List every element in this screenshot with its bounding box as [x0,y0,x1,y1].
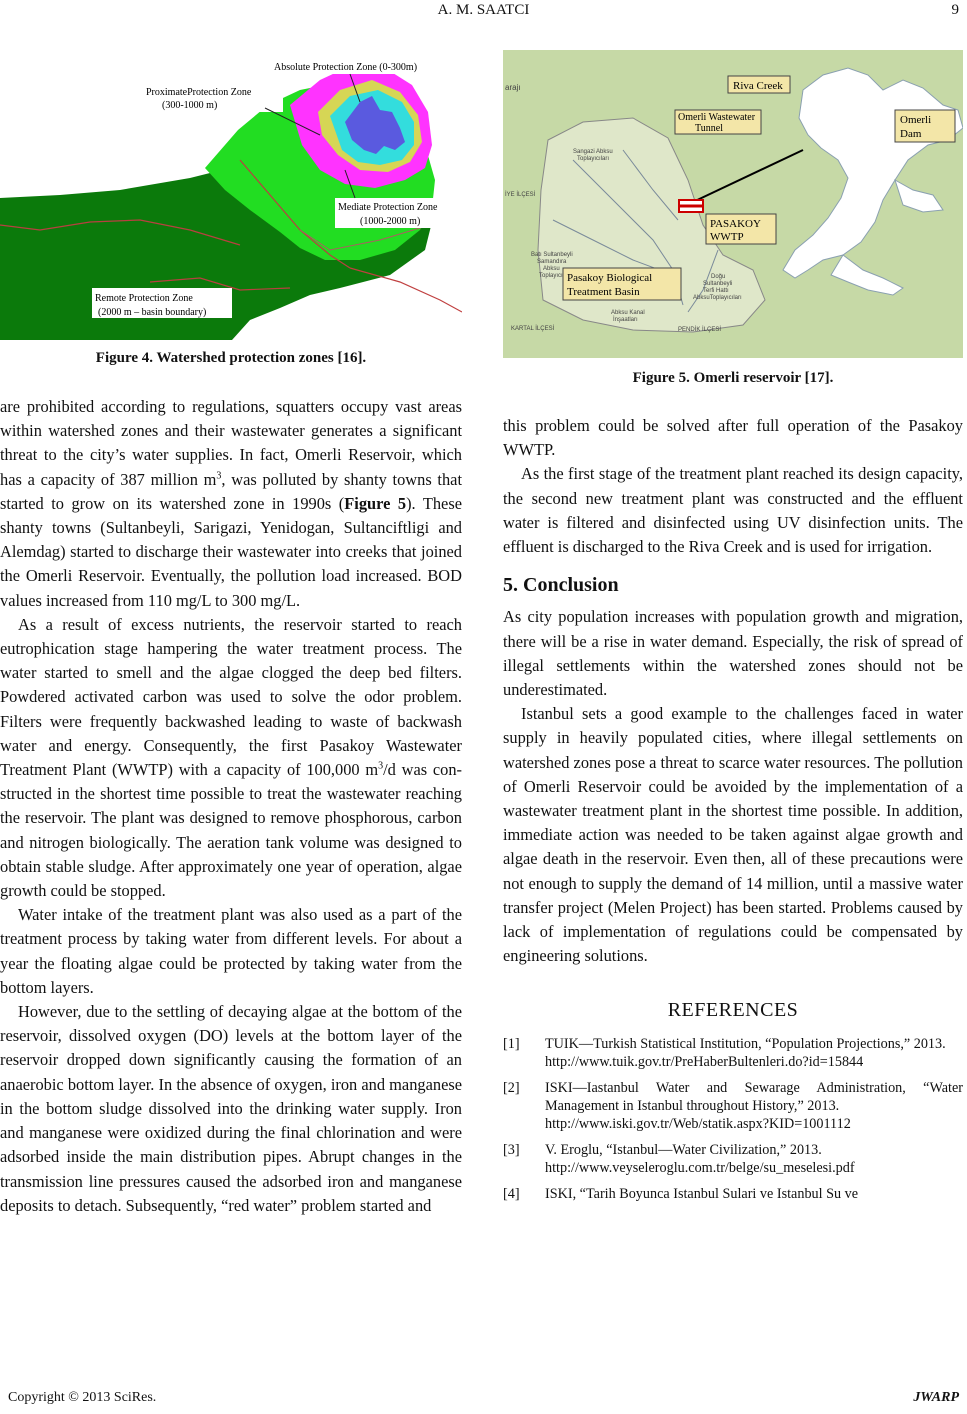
figure-4-caption: Figure 4. Watershed protection zones [16]. [95,350,367,366]
label-remote-zone: Remote Protection Zone [95,293,193,304]
reference-url[interactable]: http://www.tuik.gov.tr/PreHaberBultenleri.do?id=15844 [545,1053,864,1070]
reference-list [503,1035,963,1203]
label-proximate-zone: ProximateProtection Zone [146,87,252,98]
label-bati-1: Batı Sultanbeyli [531,252,573,258]
paragraph: Water intake of the treatment plant was also used as a part of the treatment process by taking water from different levels. For about a year the floating algae could be protected by taking water from the bottom layers. [0,905,462,997]
label-dogu-2: Sultanbeyli [703,281,733,287]
label-tunnel-1: Omerli Wastewater [678,112,756,123]
paragraph: are prohibited according to regulations, squatters occupy vast areas within watershed zones and their wastewater generates a significant threat to the city’s water supplies. In fact, Omerli Reservoir, which has a capacity of 387 million $m^3$, was polluted by shanty towns that started to grow on its watershed zone in 1990s (Figure 5). These shanty towns (Sultanbeyli, Sarigazi, Yenidogan, Sultanciftligi and Alemdag) started to discharge their wastewater into creeks that joined the Omerli Reservoir. Eventually, the pollution load increased. BOD values increased from 110 mg/L to 300 mg/L. [0,397,462,610]
label-remote-range: (2000 m – basin boundary) [98,307,207,318]
right-column [503,414,963,1211]
omerli-reservoir-map [503,50,963,358]
label-pendik: PENDİK İLÇESİ [678,327,722,333]
label-pasakoy-wwtp-2: WWTP [710,231,744,243]
label-kartal: KARTAL İLÇESİ [511,326,555,332]
label-side-district: İYE İLÇESİ [505,192,536,198]
figure-4-map [0,50,462,340]
label-basin-2: Treatment Basin [567,286,640,298]
label-mediate-zone: Mediate Protection Zone [338,202,438,213]
label-kanal-2: İnşaatları [613,317,638,323]
reference-url[interactable]: http://www.veyseleroglu.com.tr/belge/su_meselesi.pdf [545,1159,855,1176]
reference-item: [2] ISKI—Iastanbul Water and Sewarage Administration, “Water Management in Istanbul throughout History,” 2013. http://www.iski.gov.tr/Web/statik.aspx?KID=1001112 [503,1079,963,1132]
label-dogu-4: AbksuToplayıcıları [693,295,742,301]
paragraph: As city population increases with population growth and migration, there will be a rise in water demand. Especially, the risk of spread of illegal settlements within the watershed zones should not be underestimated. [503,607,963,700]
running-head-author: A. M. SAATCI [437,2,530,18]
journal-name: JWARP [913,1390,959,1405]
label-omerli-dam-1: Omerli [900,114,932,126]
section-heading: 5. Conclusion [503,574,619,597]
label-dogu-1: Doğu [711,274,726,280]
label-bati-4: Toplayıcı [539,273,563,279]
watershed-zones-map [0,50,462,340]
reference-item: [1] TUIK—Turkish Statistical Institution, “Population Projections,” 2013. http://www.tuik.gov.tr/PreHaberBultenleri.do?id=15844 [503,1035,963,1071]
label-basin-1: Pasakoy Biological [567,272,653,284]
label-omerli-dam-2: Dam [900,128,922,140]
page-number: 9 [951,2,959,18]
label-dogu-3: Terfi Hattı [703,288,729,294]
copyright: Copyright © 2013 SciRes. [8,1390,157,1405]
paragraph: Istanbul sets a good example to the challenges faced in water supply in heavily populated cities, where illegal settlements on watershed zones pose a threat to scarce water resources. The pollution of Omerli Reservoir could be avoided by the implementation of a wastewater treatment plant in the shortest time possible. In addition, immediate action was needed to be taken against algae growth and algae death in the reservoir. Even then, all of these precautions were not enough to supply the demand of 14 million, until a massive water transfer project (Melen Project) has been started. Problems caused by lack of implementation of regulations could be compensated by engineering solutions. [503,704,963,966]
label-mediate-range: (1000-2000 m) [360,216,421,227]
figure-5-map [503,50,963,358]
label-proximate-range: (300-1000 m) [162,100,218,111]
paragraph: As a result of excess nutrients, the reservoir started to reach eutrophication stage hampering the water treatment process. The water started to smell and the algae clogged the deep bed filters. Powdered activated carbon was used to solve the odor problem. Filters were frequently backwashed leading to waste of backwash water and energy. Consequently, the first Pasakoy Wastewater Treatment Plant (WWTP) with a capacity of 100,000 $m^3/d$ was constructed in the shortest time possible to treat the wastewater reaching the reservoir. The plant was designed to remove phosphorous, carbon and nitrogen biologically. The aeration tank volume was designed to obtain stable sludge. After approximately one year of operation, algae growth could be stopped. [0,614,462,901]
paragraph: As the first stage of the treatment plant reached its design capacity, the second new treatment plant was constructed and the effluent water is filtered and disinfected using UV disinfection units. The effluent is discharged to the Riva Creek and is used for irrigation. [503,464,963,557]
label-bati-3: Abksu [543,266,560,272]
paragraph: However, due to the settling of decaying algae at the bottom of the reservoir, dissolved oxygen (DO) levels at the bottom layer of the reservoir dropped down significantly causing the formation of an anaerobic bottom layer. In the absence of oxygen, iron and manganese in the bottom sludge dissolved into the drinking water supply. Iron and manganese were oxidized during the final chlorination and were adsorbed inside the main distribution pipes. Abrupt changes in the transmission line pressures caused the adsorbed iron and manganese deposits to detach. Subsequently, “red water” problem started and [0,1002,462,1215]
reference-item: [4] ISKI, “Tarih Boyunca Istanbul Sulari ve Istanbul Su ve [503,1185,859,1202]
reference-url[interactable]: http://www.iski.gov.tr/Web/statik.aspx?KID=1001112 [545,1115,851,1132]
label-riva-creek: Riva Creek [733,80,783,92]
references-heading: REFERENCES [667,999,799,1022]
label-bati-2: Samandıra [537,259,567,265]
figure-5-caption: Figure 5. Omerli reservoir [17]. [632,370,834,386]
paragraph: this problem could be solved after full operation of the Pasakoy WWTP. [503,416,963,460]
label-tunnel-2: Tunnel [695,123,723,134]
reference-item: [3] V. Eroglu, “Istanbul—Water Civilization,” 2013. http://www.veyseleroglu.com.tr/belge/su_meselesi.pdf [503,1141,963,1177]
label-pasakoy-wwtp-1: PASAKOY [710,218,761,230]
label-absolute-zone: Absolute Protection Zone (0-300m) [274,62,418,73]
label-sangazi-1: Sangazi Abksu [573,149,613,155]
left-column [0,395,462,1218]
label-sangazi-2: Toplayıcıları [577,156,610,162]
label-kanal-1: Abksu Kanal [611,310,645,316]
label-edge: arajı [505,83,521,92]
